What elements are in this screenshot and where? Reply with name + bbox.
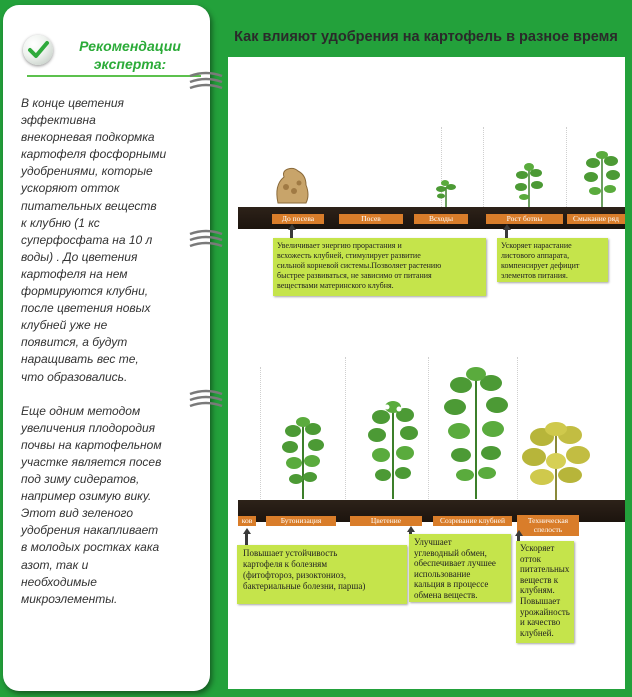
fertilizer-diagram <box>228 57 625 689</box>
diagram-title: Как влияют удобрения на картофель в разное время <box>234 29 618 45</box>
stage-divider <box>260 367 261 507</box>
stage-label: Созревание клубней <box>433 516 512 526</box>
stage-label: Рост ботвы <box>486 214 563 224</box>
budding-plant-icon <box>280 417 326 499</box>
binder-ring-icon <box>188 70 226 94</box>
fertilizer-effect-callout: Ускоряет нарастание листового аппарата, компенсирует дефицит элементов питания. <box>497 238 608 282</box>
stage-label: Бутонизация <box>266 516 336 526</box>
pointer-arrow-icon <box>243 528 251 534</box>
pointer-arrow-icon <box>515 530 523 536</box>
stage-label: Техническая спелость <box>517 515 579 536</box>
pointer-arrow-icon <box>288 224 296 230</box>
pointer-arrow-icon <box>407 526 415 532</box>
stage-label: Всходы <box>414 214 468 224</box>
stage-divider <box>517 357 518 507</box>
stage-label: Посев <box>339 214 403 224</box>
sprout-plant-icon <box>433 179 459 207</box>
expert-heading: Рекомендации эксперта: <box>79 38 181 72</box>
pointer-arrow-icon <box>503 224 511 230</box>
expert-note-card <box>3 5 210 691</box>
young-plant-icon <box>512 163 546 207</box>
growing-plant-icon <box>582 151 624 207</box>
maturing-plant-icon <box>443 367 509 499</box>
binder-ring-icon <box>188 388 226 412</box>
stage-label: До посева <box>272 214 324 224</box>
heading-divider <box>27 75 201 77</box>
expert-body-text: В конце цветения эффективна внекорневая подкормка картофеля фосфорными удобрениями, которые ускоряют отток питательных веществ к клубню (1 кс суперфосфата на 10 л воды) . До цветения картофеля на нем формируются клубни, после цветения новых клубней уже не появится, а будут наращивать вес те, что образовались. Еще одним методом увеличения плодородия почвы на картофельном участке является посев под зиму сидератов, например озимую вику. Этот вид зеленого удобрения накапливает в молодых ростках кака азот, так и необходимые микроэлементы. <box>21 96 167 606</box>
seed-sack-icon <box>272 165 314 205</box>
stage-label: Смыкание ряд <box>567 214 625 224</box>
ripe-plant-icon <box>520 421 592 501</box>
fertilizer-effect-callout: Увеличивает энергию прорастания и всхожесть клубней, стимулирует развитие сильной корневой системы.Позволяет растению быстрее развиваться, не зависимо от питания веществами материнского клубня. <box>273 238 486 296</box>
flowering-plant-icon <box>367 401 419 499</box>
stage-label: Цветение <box>350 516 422 526</box>
stage-divider <box>345 357 346 507</box>
stage-divider <box>428 357 429 507</box>
stage-divider <box>566 127 567 217</box>
fertilizer-effect-callout: Ускоряет отток питательных веществ к клубням. Повышает урожайность и качество клубней. <box>516 541 574 643</box>
stage-divider <box>483 127 484 217</box>
fertilizer-effect-callout: Улучшает углеводный обмен, обеспечивает лучшее использование кальция в процессе обмена веществ. <box>409 534 511 602</box>
binder-ring-icon <box>188 228 226 252</box>
pointer-arrow <box>245 533 248 545</box>
fertilizer-effect-callout: Повышает устойчивость картофеля к болезням (фитофтороз, ризоктониоз, бактериальные болезни, парша) <box>237 545 407 604</box>
checkmark-icon <box>23 35 53 65</box>
stage-label: ков <box>238 516 256 526</box>
